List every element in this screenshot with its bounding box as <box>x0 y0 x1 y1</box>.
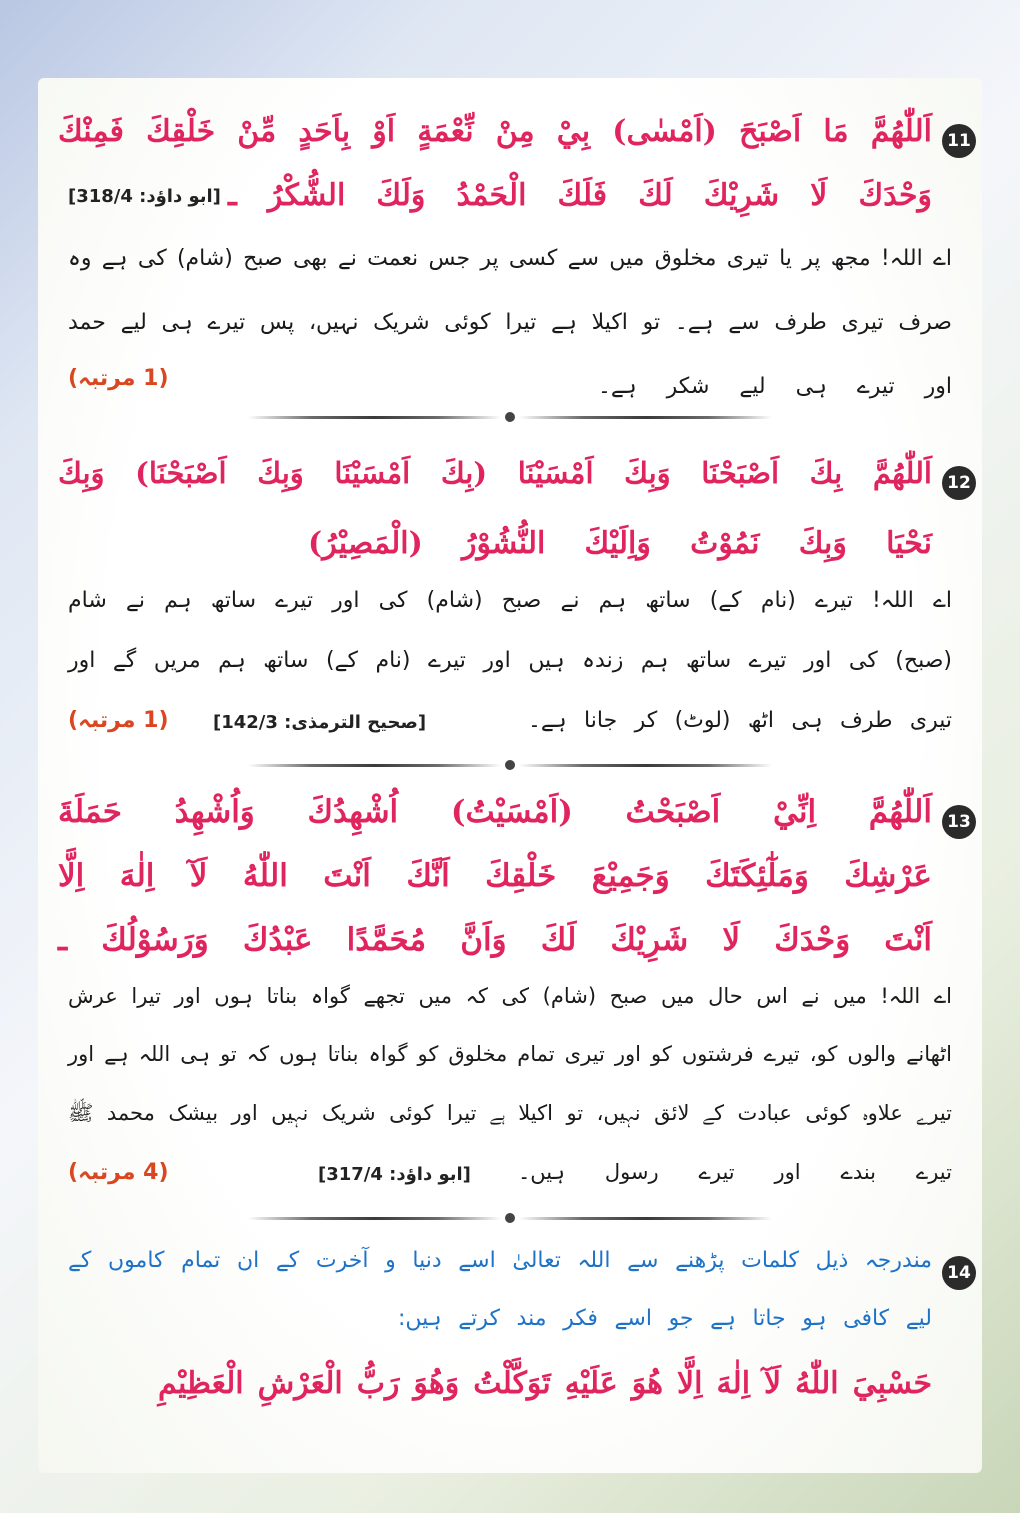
translation-line: اٹھانے والوں کو، تیرے فرشتوں کو اور تیری تمام مخلوق کو گواہ بناتا ہوں کہ تو ہی اللہ ہے اور <box>68 1042 952 1066</box>
translation-line: (صبح) کی اور تیرے ساتھ ہم زندہ ہیں اور تیرے (نام کے) ساتھ ہم مریں گے اور <box>68 648 952 673</box>
translation-line: اے اللہ! مجھ پر یا تیری مخلوق میں سے کسی پر جس نعمت نے بھی صبح (شام) کی ہے وہ <box>68 246 952 271</box>
translation-line: تیرے بندے اور تیرے رسول ہیں۔ <box>518 1160 952 1184</box>
arabic-line: اَللّٰهُمَّ اِنِّيْ اَصْبَحْتُ (اَمْسَيْتُ) اُشْهِدُكَ وَاُشْهِدُ حَمَلَةَ <box>58 794 932 830</box>
translation-line: تیری طرف ہی اٹھ (لوٹ) کر جانا ہے۔ <box>528 708 952 733</box>
arabic-line: حَسْبِيَ اللّٰهُ لَآ اِلٰهَ اِلَّا هُوَ عَلَيْهِ تَوَكَّلْتُ وَهُوَ رَبُّ الْعَرْشِ الْعَظِيْمِ <box>158 1366 932 1401</box>
hadith-reference: [صحیح الترمذی: 142/3] <box>213 712 427 733</box>
entry-number-badge: 13 <box>942 805 976 839</box>
section-divider <box>248 1213 772 1223</box>
translation-line: اور تیرے ہی لیے شکر ہے۔ <box>598 374 952 399</box>
arabic-line: اَنْتَ وَحْدَكَ لَا شَرِيْكَ لَكَ وَاَنَّ مُحَمَّدًا عَبْدُكَ وَرَسُوْلُكَ ـ <box>58 922 932 958</box>
intro-line: لیے کافی ہو جاتا ہے جو اسے فکر مند کرتے ہیں: <box>398 1306 932 1331</box>
repetition-count: (1 مرتبہ) <box>68 366 169 391</box>
section-divider <box>248 412 772 422</box>
translation-line: صرف تیری طرف سے ہے۔ تو اکیلا ہے تیرا کوئی شریک نہیں، پس تیرے ہی لیے حمد <box>68 310 952 335</box>
arabic-line: اَللّٰهُمَّ مَا اَصْبَحَ (اَمْسٰى) بِيْ مِنْ نِّعْمَةٍ اَوْ بِاَحَدٍ مِّنْ خَلْقِكَ فَمِنْكَ <box>58 114 932 149</box>
section-divider <box>248 760 772 770</box>
arabic-line: وَحْدَكَ لَا شَرِيْكَ لَكَ فَلَكَ الْحَمْدُ وَلَكَ الشُّكْرُ ـ <box>228 178 932 213</box>
intro-line: مندرجہ ذیل کلمات پڑھنے سے اللہ تعالیٰ اسے دنیا و آخرت کے ان تمام کاموں کے <box>68 1248 932 1273</box>
hadith-reference: [ابو داؤد: 318/4] <box>68 186 221 207</box>
arabic-line: اَللّٰهُمَّ بِكَ اَصْبَحْنَا وَبِكَ اَمْسَيْنَا (بِكَ اَمْسَيْنَا وَبِكَ اَصْبَحْنَا) وَبِكَ <box>58 456 932 490</box>
arabic-line: عَرْشِكَ وَمَلٰٓئِكَتَكَ وَجَمِيْعَ خَلْقِكَ اَنَّكَ اَنْتَ اللّٰهُ لَآ اِلٰهَ اِلَّا <box>58 858 932 894</box>
arabic-line: نَحْيَا وَبِكَ نَمُوْتُ وَاِلَيْكَ النُّشُوْرُ (الْمَصِيْرُ) <box>308 526 932 561</box>
hadith-reference: [ابو داؤد: 317/4] <box>318 1164 471 1185</box>
prayer-page <box>38 78 982 1473</box>
repetition-count: (4 مرتبہ) <box>68 1160 169 1185</box>
entry-number-badge: 14 <box>942 1256 976 1290</box>
entry-number-badge: 11 <box>942 124 976 158</box>
entry-number-badge: 12 <box>942 466 976 500</box>
translation-line: اے اللہ! تیرے (نام کے) ساتھ ہم نے صبح (شام) کی اور تیرے ساتھ ہم نے شام <box>68 588 952 613</box>
translation-line: اے اللہ! میں نے اس حال میں صبح (شام) کی کہ میں تجھے گواہ بناتا ہوں اور تیرا عرش <box>68 984 952 1008</box>
repetition-count: (1 مرتبہ) <box>68 708 169 733</box>
translation-line: تیرے علاوہ کوئی عبادت کے لائق نہیں، تو اکیلا ہے تیرا کوئی شریک نہیں اور بیشک محمد ﷺ <box>68 1101 952 1125</box>
